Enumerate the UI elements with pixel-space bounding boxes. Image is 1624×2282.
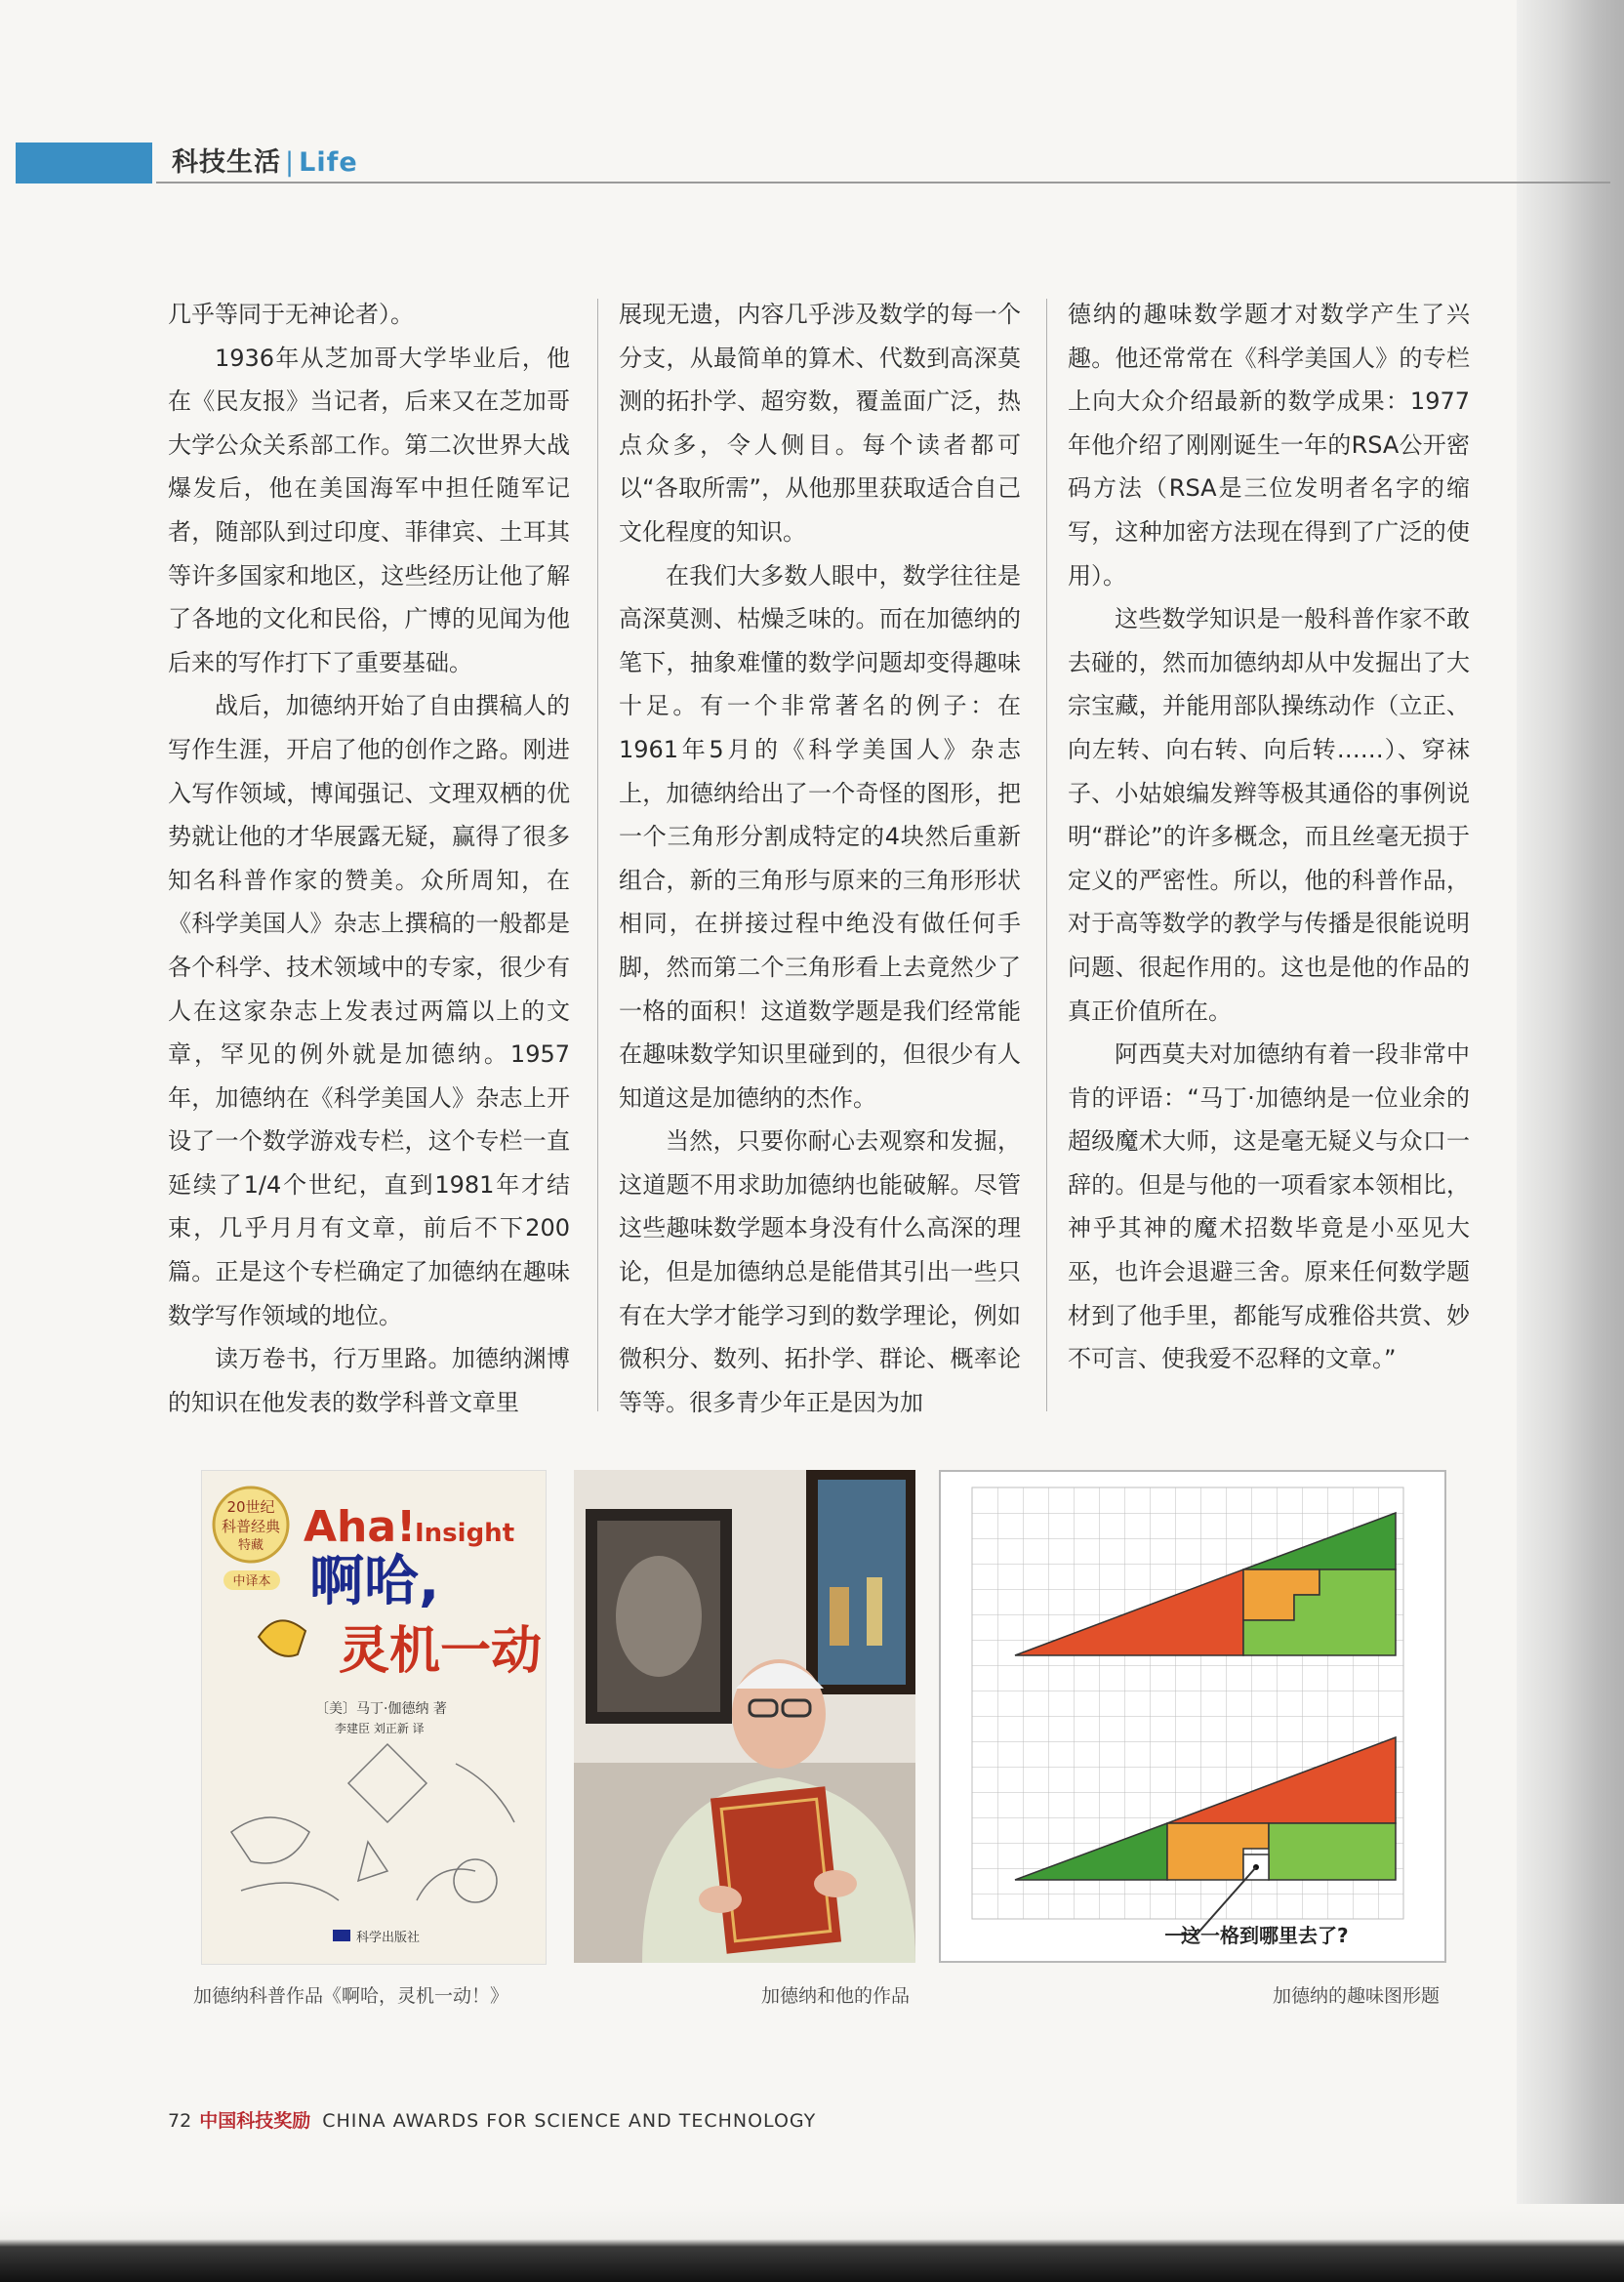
badge-text: 科普经典 (221, 1518, 281, 1535)
publisher-logo (333, 1930, 350, 1941)
paragraph: 战后，加德纳开始了自由撰稿人的写作生涯，开启了他的创作之路。刚进入写作领域，博闻强记、文理双栖的优势就让他的才华展露无疑，赢得了很多知名科普作家的赞美。众所周知，在《科学美国人》杂志上撰稿的一般都是各个科学、技术领域中的专家，很少有人在这家杂志上发表过两篇以上的文章，罕见的例外就是加德纳。1957年，加德纳在《科学美国人》杂志上开设了一个数学游戏专栏，这个专栏一直延续了1/4个世纪，直到1981年才结束，几乎月月有文章，前后不下200篇。正是这个专栏确定了加德纳在趣味数学写作领域的地位。 (168, 692, 570, 1329)
paragraph: 这些数学知识是一般科普作家不敢去碰的，然而加德纳却从中发掘出了大宗宝藏，并能用部队操练动作（立正、向左转、向右转、向后转……）、穿袜子、小姑娘编发辫等极其通俗的事例说明“群论”的许多概念，而且丝毫无损于定义的严密性。所以，他的科普作品，对于高等数学的教学与传播是很能说明问题、很起作用的。这也是他的作品的真正价值所在。 (1068, 605, 1470, 1025)
book-authors: 〔美〕马丁·伽德纳 著 (315, 1701, 447, 1717)
paragraph: 读万卷书，行万里路。加德纳渊博的知识在他发表的数学科普文章里 (168, 1345, 570, 1416)
book-cover-image (201, 1470, 547, 1965)
paragraph: 几乎等同于无神论者）。 (168, 301, 414, 328)
section-title-cn: 科技生活 (172, 147, 281, 178)
caption-photo: 加德纳和他的作品 (761, 1985, 911, 2007)
photo-gardner-with-book (574, 1470, 915, 1963)
magazine-name-en: CHINA AWARDS FOR SCIENCE AND TECHNOLOGY (322, 2110, 817, 2132)
page-bottom-edge (0, 2204, 1624, 2282)
caption-book: 加德纳科普作品《啊哈，灵机一动！》 (193, 1985, 509, 2007)
paragraph: 当然，只要你耐心去观察和发掘，这道题不用求助加德纳也能破解。尽管这些趣味数学题本身没有什么高深的理论，但是加德纳总是能借其引出一些只有在大学才能学习到的数学理论，例如微积分、数列、拓扑学、群论、概率论等等。很多青少年正是因为加 (619, 1127, 1021, 1416)
page-edge-shadow (1517, 0, 1624, 2282)
article-column-1 (168, 293, 570, 1424)
paragraph: 展现无遗，内容几乎涉及数学的每一个分支，从最简单的算术、代数到高深莫测的拓扑学、超穷数，覆盖面广泛，热点众多，令人侧目。每个读者都可以“各取所需”，从他那里获取适合自己文化程度的知识。 (619, 301, 1021, 546)
section-color-bar (16, 143, 152, 183)
photo-illustration (574, 1470, 915, 1963)
title-cn-2: 灵机一动 (339, 1622, 543, 1681)
paragraph: 1936年从芝加哥大学毕业后，他在《民友报》当记者，后来又在芝加哥大学公众关系部工作。第二次世界大战爆发后，他在美国海军中担任随军记者，随部队到过印度、菲律宾、土耳其等许多国家和地区，这些经历让他了解了各地的文化和民俗，广博的见闻为他后来的写作打下了重要基础。 (168, 344, 570, 676)
publisher-name: 科学出版社 (356, 1931, 421, 1945)
article-column-2 (619, 293, 1021, 1424)
paragraph: 在我们大多数人眼中，数学往往是高深莫测、枯燥乏味的。而在加德纳的笔下，抽象难懂的数学问题却变得趣味十足。有一个非常著名的例子：在1961年5月的《科学美国人》杂志上，加德纳给出了一个奇怪的图形，把一个三角形分割成特定的4块然后重新组合，新的三角形与原来的三角形形状相同，在拼接过程中绝没有做任何手脚，然而第二个三角形看上去竟然少了一格的面积！这道数学题是我们经常能在趣味数学知识里碰到的，但很少有人知道这是加德纳的杰作。 (619, 561, 1021, 1112)
paragraph: 阿西莫夫对加德纳有着一段非常中肯的评语：“马丁·加德纳是一位业余的超级魔术大师，这是毫无疑义与众口一辞的。但是与他的一项看家本领相比，神乎其神的魔术招数毕竟是小巫见大巫，也许会退避三舍。原来任何数学题材到了他手里，都能写成雅俗共赏、妙不可言、使我爱不忍释的文章。” (1068, 1040, 1470, 1373)
header-rule (156, 182, 1610, 183)
puzzle-svg (941, 1472, 1444, 1961)
puzzle-question: 这一格到哪里去了? (1181, 1924, 1349, 1947)
page-number: 72 (168, 2110, 192, 2132)
title-en-sub: Insight (415, 1519, 515, 1548)
title-cn-1: 啊哈, (309, 1550, 440, 1613)
title-en: Aha! (304, 1502, 417, 1552)
book-in-hands (710, 1786, 841, 1953)
magazine-name-cn: 中国科技奖励 (199, 2110, 311, 2132)
page-footer (168, 2106, 816, 2133)
section-header (172, 143, 358, 183)
section-title-en: Life (299, 147, 358, 178)
column-divider (597, 299, 598, 1411)
section-separator: | (285, 147, 296, 178)
badge-text: 20世纪 (226, 1498, 275, 1516)
article-column-3 (1068, 293, 1470, 1381)
edition-tag-text: 中译本 (232, 1574, 271, 1589)
missing-square-puzzle (939, 1470, 1446, 1963)
badge-text: 特藏 (237, 1538, 264, 1553)
caption-puzzle: 加德纳的趣味图形题 (1273, 1985, 1441, 2007)
column-divider (1046, 299, 1047, 1411)
light-green-piece-bottom (1269, 1823, 1396, 1880)
book-cover-illustration (202, 1471, 546, 1964)
paragraph: 德纳的趣味数学题才对数学产生了兴趣。他还常常在《科学美国人》的专栏上向大众介绍最新的数学成果：1977年他介绍了刚刚诞生一年的RSA公开密码方法（RSA是三位发明者名字的缩写，这种加密方法现在得到了广泛的使用）。 (1068, 301, 1470, 590)
book-translators: 李建臣 刘正新 译 (335, 1722, 425, 1735)
